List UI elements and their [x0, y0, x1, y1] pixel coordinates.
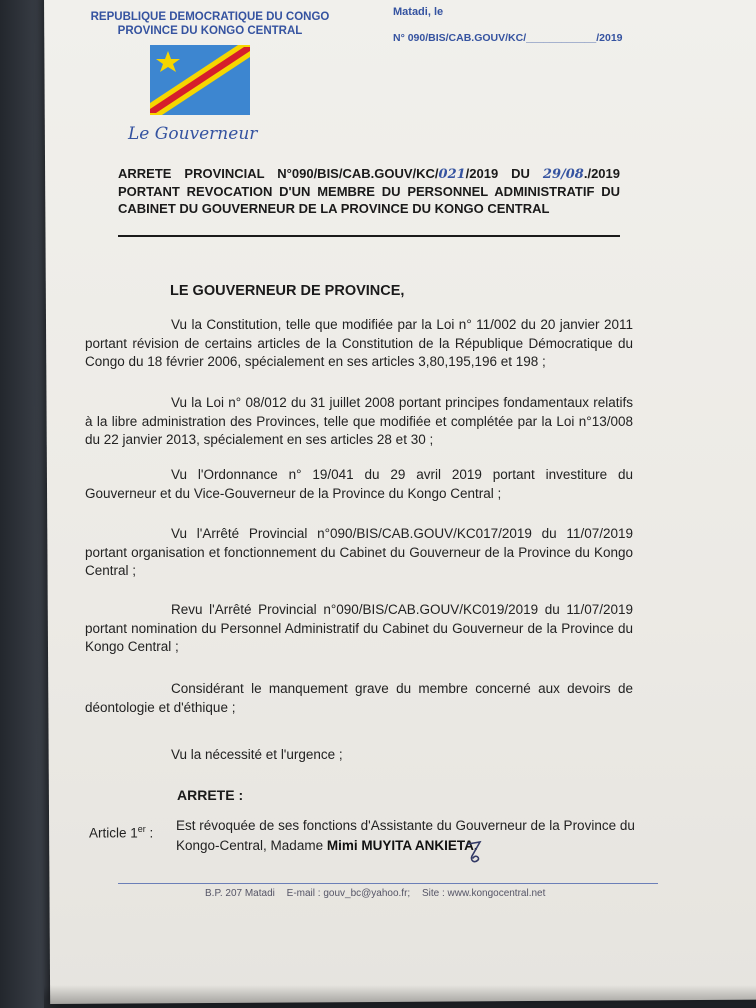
paragraph-considerant: Considérant le manquement grave du membre concerné aux devoirs de déontologie et d'éthique ; [85, 681, 633, 715]
footer [205, 888, 554, 899]
decree-line1-c: ./2019 [583, 166, 620, 181]
page-edge-shadow [44, 985, 756, 1008]
paragraph-ordonnance: Vu l'Ordonnance n° 19/041 du 29 avril 2019 portant investiture du Gouverneur et du Vice-Gouverneur de la Province du Kongo Central ; [85, 467, 633, 501]
decree-title [118, 165, 620, 217]
assistant-name: Mimi MUYITA ANKIETA. [326, 838, 478, 853]
handwritten-date: 29/08 [542, 167, 584, 182]
article-label-text: Article 1 [89, 825, 138, 841]
footer-site: Site : www.kongocentral.net [421, 888, 546, 899]
article-body: Est révoquée de ses fonctions d'Assistante du Gouverneur de la Province du Kongo-Central, Madame [176, 818, 635, 853]
decree-subject: PORTANT REVOCATION D'UN MEMBRE DU PERSONNEL ADMINISTRATIF DU CABINET DU GOUVERNEUR DE LA PROVINCE DU KONGO CENTRAL [118, 184, 620, 216]
letterhead-left [80, 10, 340, 38]
city-date: Matadi, le [393, 6, 444, 18]
handwritten-number: 021 [438, 167, 466, 182]
decree-line1-b: /2019 DU [465, 166, 543, 181]
governor-script-title [128, 124, 257, 144]
paragraph-arrete-organisation: Vu l'Arrêté Provincial n°090/BIS/CAB.GOUV/KC017/2019 du 11/07/2019 portant organisation et fonctionnement du Cabinet du Gouverneur de la Province du Kongo Central ; [85, 526, 633, 578]
governor-heading: LE GOUVERNEUR DE PROVINCE, [170, 283, 405, 299]
reference-number: N° 090/BIS/CAB.GOUV/KC/____________/2019 [393, 32, 623, 44]
decree-line1-a: ARRETE PROVINCIAL N°090/BIS/CAB.GOUV/KC/ [118, 166, 439, 181]
title-underline [118, 235, 620, 237]
paragraph-urgence: Vu la nécessité et l'urgence ; [171, 747, 343, 762]
republic-name: REPUBLIQUE DEMOCRATIQUE DU CONGO [90, 11, 330, 23]
drc-flag-icon [150, 45, 250, 115]
governor-title-text: Le Gouverneur [128, 124, 258, 144]
article-label [89, 824, 153, 841]
initials-mark-icon [464, 838, 486, 868]
article-text [176, 816, 636, 856]
paragraph-arrete-nomination: Revu l'Arrêté Provincial n°090/BIS/CAB.GOUV/KC019/2019 du 11/07/2019 portant nomination du Personnel Administratif du Cabinet du Gouverneur de la Province du Kongo Central ; [85, 602, 633, 654]
article-label-colon: : [145, 825, 154, 841]
footer-po-box: B.P. 207 Matadi [205, 888, 275, 899]
province-name: PROVINCE DU KONGO CENTRAL [117, 25, 303, 37]
arrete-heading: ARRETE : [177, 787, 244, 803]
paragraph-loi: Vu la Loi n° 08/012 du 31 juillet 2008 portant principes fondamentaux relatifs à la libre administration des Provinces, telle que modifiée et complétée par la Loi n°13/008 du 22 janvier 2013, spécialement en ses articles 28 et 30 ; [85, 395, 633, 447]
footer-rule [118, 883, 658, 884]
paragraph-constitution: Vu la Constitution, telle que modifiée par la Loi n° 11/002 du 20 janvier 2011 portant révision de certains articles de la Constitution de la République Démocratique du Congo du 18 février 2006, spécialement en ses articles 3,80,195,196 et 198 ; [85, 317, 633, 369]
article-label-sup: er [137, 824, 146, 834]
footer-email: E-mail : gouv_bc@yahoo.fr; [286, 888, 411, 899]
